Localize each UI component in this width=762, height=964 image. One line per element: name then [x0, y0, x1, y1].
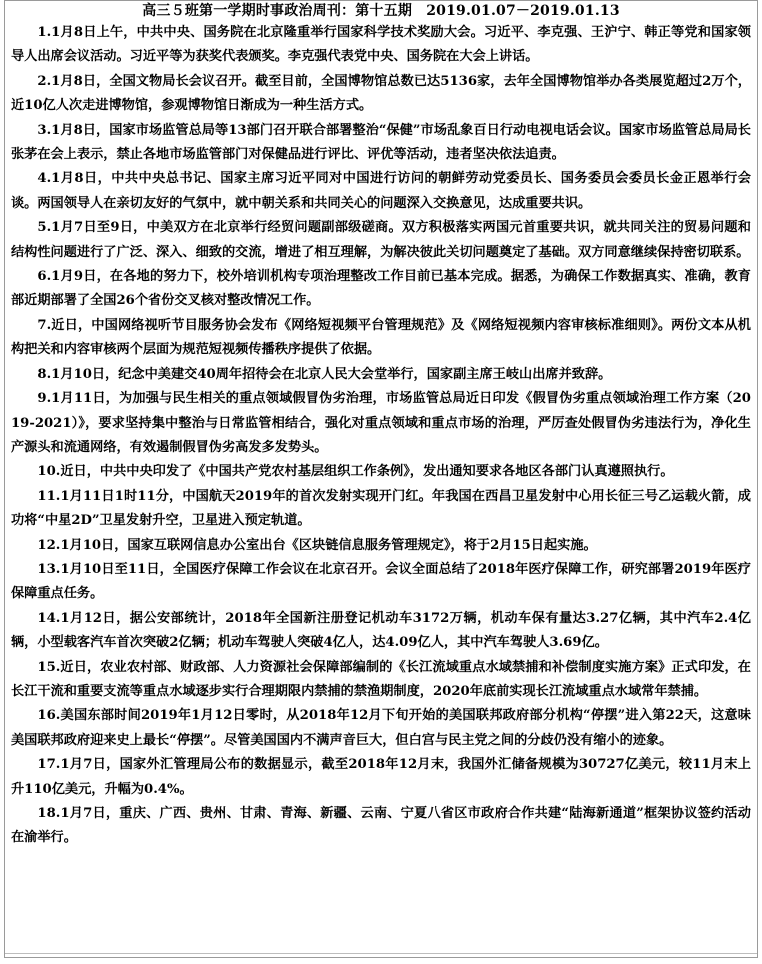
news-item-7: 7.近日，中国网络视听节目服务协会发布《网络短视频平台管理规范》及《网络短视频内容审核标准细则》。两份文本从机构把关和内容审核两个层面为规范短视频传播秩序提供了依据。	[11, 317, 751, 358]
news-item-15: 15.近日，农业农村部、财政部、人力资源社会保障部编制的《长江流域重点水域禁捕和补偿制度实施方案》正式印发，在长江干流和重要支流等重点水域逐步实行合理期限内禁捕的禁渔期制度，2020年底前实现长江流域重点水域常年禁捕。	[11, 659, 751, 699]
news-item-2: 2.1月8日，全国文物局长会议召开。截至目前，全国博物馆总数已达5136家，去年全国博物馆举办各类展览超过2万个，近10亿人次走进博物馆，参观博物馆日渐成为一种生活方式。	[11, 73, 751, 114]
news-item-8: 8.1月10日，纪念中美建交40周年招待会在北京人民大会堂举行，国家副主席王岐山出席并致辞。	[37, 366, 612, 382]
news-item-3: 3.1月8日，国家市场监管总局等13部门召开联合部署整治“保健”市场乱象百日行动电视电话会议。国家市场监管总局局长张茅在会上表示，禁止各地市场监管部门对保健品进行评比、评优等活动，违者坚决依法追责。	[11, 122, 751, 163]
news-item-11: 11.1月11日1时11分，中国航天2019年的首次发射实现开门红。年我国在西昌卫星发射中心用长征三号乙运载火箭，成功将“中星2D”卫星发射升空，卫星进入预定轨道。	[11, 488, 751, 529]
news-item-9: 9.1月11日，为加强与民生相关的重点领域假冒伪劣治理，市场监管总局近日印发《假冒伪劣重点领域治理工作方案（2019-2021）》，要求坚持集中整治与日常监管相结合，强化对重点领域和重点市场的治理，严厉查处假冒伪劣违法行为，净化生产源头和流通网络，有效遏制假冒伪劣高发多发势头。	[11, 391, 751, 455]
page-title: 高三５班第一学期时事政治周刊：第十五期 2019.01.07－2019.01.13	[142, 3, 620, 19]
news-item-5: 5.1月7日至9日，中美双方在北京举行经贸问题副部级磋商。双方积极落实两国元首重要共识，就共同关注的贸易问题和结构性问题进行了广泛、深入、细致的交流，增进了相互理解，为解决彼此关切问题奠定了基础。双方同意继续保持密切联系。	[11, 220, 751, 260]
news-item-16: 16.美国东部时间2019年1月12日零时，从2018年12月下旬开始的美国联邦政府部分机构“停摆”进入第22天，这意味美国联邦政府迎来史上最长“停摆”。尽管美国国内不满声音巨大，但白宫与民主党之间的分歧仍没有缩小的迹象。	[11, 708, 751, 748]
news-item-10: 10.近日，中共中央印发了《中国共产党农村基层组织工作条例》，发出通知要求各地区各部门认真遵照执行。	[37, 464, 674, 480]
document-page	[4, 0, 758, 958]
news-item-14: 14.1月12日，据公安部统计，2018年全国新注册登记机动车3172万辆，机动车保有量达3.27亿辆，其中汽车2.4亿辆，小型载客汽车首次突破2亿辆；机动车驾驶人突破4亿人，达4.09亿人，其中汽车驾驶人3.69亿。	[11, 610, 751, 651]
news-item-6: 6.1月9日，在各地的努力下，校外培训机构专项治理整改工作目前已基本完成。据悉，为确保工作数据真实、准确，教育部近期部署了全国26个省份交叉核对整改情况工作。	[11, 269, 751, 309]
news-item-17: 17.1月7日，国家外汇管理局公布的数据显示，截至2018年12月末，我国外汇储备规模为30727亿美元，较11月末上升110亿美元，升幅为0.4%。	[11, 757, 751, 797]
news-item-18: 18.1月7日，重庆、广西、贵州、甘肃、青海、新疆、云南、宁夏八省区市政府合作共建“陆海新通道”框架协议签约活动在渝举行。	[11, 806, 751, 846]
news-item-1: 1.1月8日上午，中共中央、国务院在北京隆重举行国家科学技术奖励大会。习近平、李克强、王沪宁、韩正等党和国家领导人出席会议活动。习近平等为获奖代表颁奖。李克强代表党中央、国务院在大会上讲话。	[11, 25, 751, 65]
news-item-4: 4.1月8日，中共中央总书记、国家主席习近平同对中国进行访问的朝鲜劳动党委员长、国务委员会委员长金正恩举行会谈。两国领导人在亲切友好的气氛中，就中朝关系和共同关心的问题深入交换意见，达成重要共识。	[11, 171, 751, 211]
news-item-13: 13.1月10日至11日，全国医疗保障工作会议在北京召开。会议全面总结了2018年医疗保障工作，研究部署2019年医疗保障重点任务。	[11, 561, 751, 602]
news-item-12: 12.1月10日，国家互联网信息办公室出台《区块链信息服务管理规定》，将于2月15日起实施。	[37, 537, 597, 553]
page-bottom-divider	[5, 953, 757, 954]
